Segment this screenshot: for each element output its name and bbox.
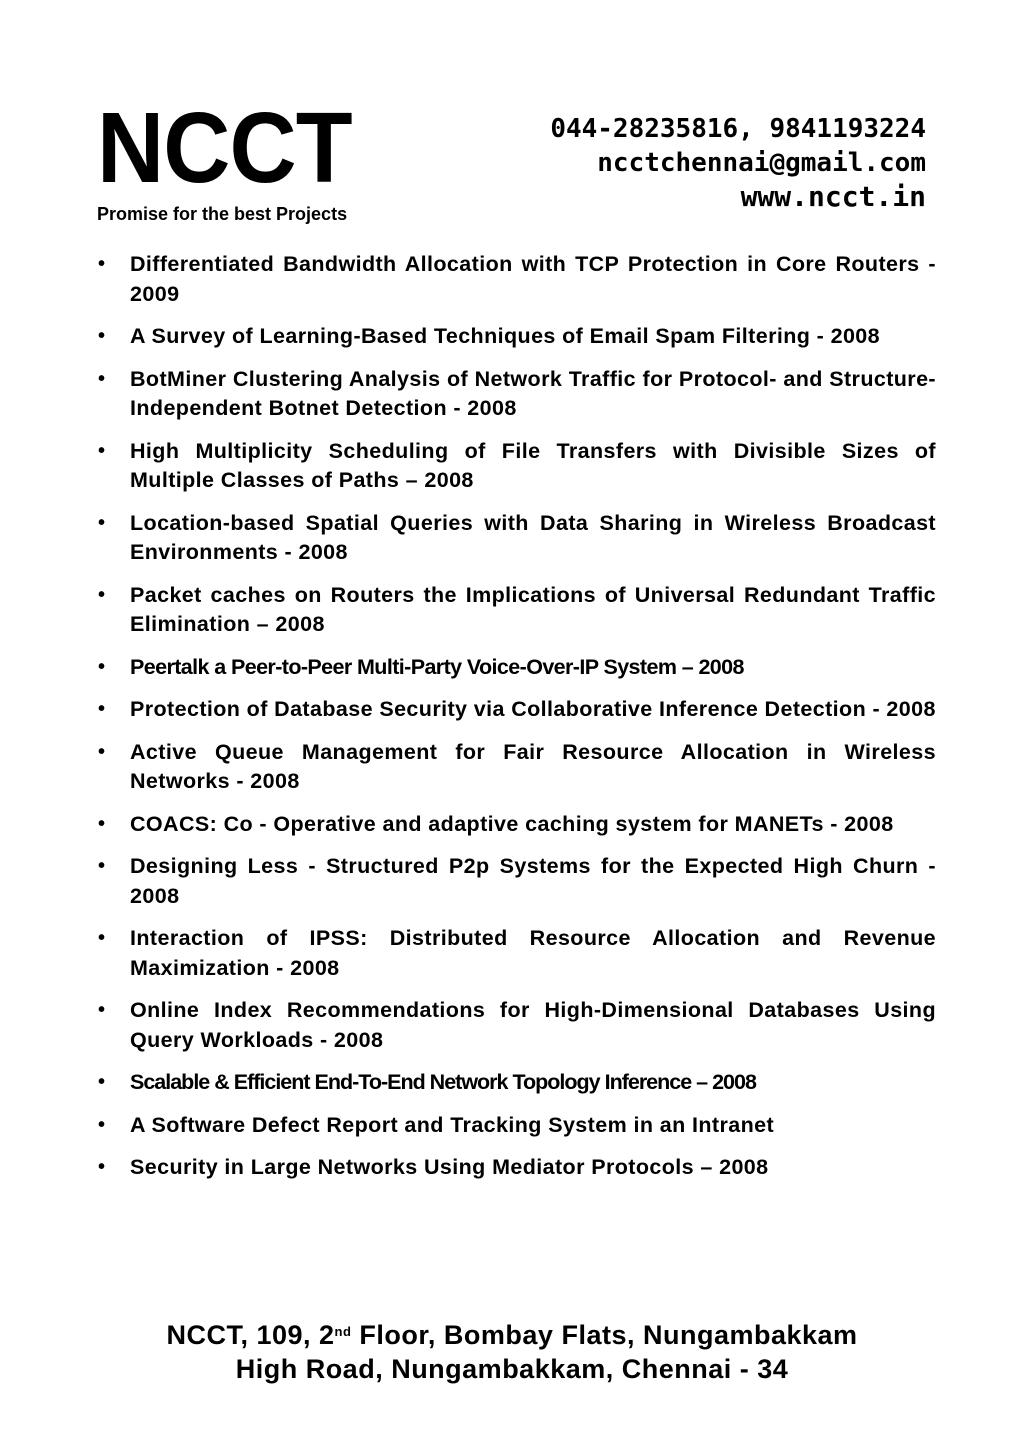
bullet-icon: •	[98, 740, 106, 763]
project-list	[96, 250, 936, 1196]
project-title: Online Index Recommendations for High-Dimensional Databases Using Query Workloads - 2008	[130, 998, 936, 1052]
email-address: ncctchennai@gmail.com	[597, 148, 926, 178]
list-item	[96, 322, 936, 352]
project-title: Packet caches on Routers the Implications of Universal Redundant Traffic Elimination – 2008	[130, 582, 936, 636]
bullet-icon: •	[98, 583, 106, 606]
bullet-icon: •	[98, 855, 106, 877]
bullet-icon: •	[98, 439, 106, 462]
bullet-icon: •	[98, 1113, 106, 1136]
list-item	[96, 653, 936, 683]
project-title: A Software Defect Report and Tracking System in an Intranet	[130, 1112, 775, 1137]
project-title: COACS: Co - Operative and adaptive caching system for MANETs - 2008	[130, 811, 894, 836]
bullet-icon: •	[98, 812, 106, 835]
ncct-logo: NCCT	[97, 92, 352, 204]
contact-block	[550, 112, 926, 214]
ordinal-suffix: nd	[334, 1324, 352, 1339]
tagline: Promise for the best Projects	[97, 204, 348, 224]
project-title: Protection of Database Security via Collaborative Inference Detection - 2008	[130, 697, 936, 721]
project-title: Security in Large Networks Using Mediator Protocols – 2008	[130, 1155, 769, 1179]
list-item	[96, 509, 936, 568]
bullet-icon: •	[98, 1071, 105, 1093]
bullet-icon: •	[98, 367, 106, 390]
address-part: Floor, Bombay Flats, Nungambakkam	[351, 1320, 858, 1350]
list-item	[96, 924, 936, 983]
project-title: Active Queue Management for Fair Resource Allocation in Wireless Networks - 2008	[130, 739, 936, 793]
list-item	[96, 1068, 936, 1098]
list-item	[96, 1153, 936, 1183]
list-item	[96, 996, 936, 1055]
bullet-icon: •	[98, 655, 105, 678]
project-title: Designing Less - Structured P2p Systems for the Expected High Churn - 2008	[130, 854, 936, 908]
address-part: NCCT, 109, 2	[166, 1320, 335, 1350]
project-title: Location-based Spatial Queries with Data Sharing in Wireless Broadcast Environments - 2008	[130, 510, 936, 564]
project-title: Scalable & Efficient End-To-End Network Topology Inference – 2008	[130, 1070, 756, 1094]
list-item	[96, 365, 936, 424]
project-title: Peertalk a Peer-to-Peer Multi-Party Voice-Over-IP System – 2008	[130, 654, 744, 679]
list-item	[96, 738, 936, 797]
project-title: A Survey of Learning-Based Techniques of Email Spam Filtering - 2008	[130, 324, 881, 348]
bullet-icon: •	[98, 1156, 106, 1178]
list-item	[96, 250, 936, 309]
bullet-icon: •	[98, 511, 106, 534]
bullet-icon: •	[98, 325, 106, 347]
address-line-2: High Road, Nungambakkam, Chennai - 34	[235, 1354, 789, 1384]
list-item	[96, 581, 936, 640]
list-item	[96, 1111, 936, 1141]
bullet-icon: •	[98, 999, 106, 1021]
project-title: Interaction of IPSS: Distributed Resource Allocation and Revenue Maximization - 2008	[130, 926, 936, 980]
project-title: High Multiplicity Scheduling of File Transfers with Divisible Sizes of Multiple Classes of Paths – 2008	[130, 438, 936, 492]
list-item	[96, 695, 936, 725]
bullet-icon: •	[98, 927, 106, 949]
address-footer	[0, 1318, 1024, 1386]
project-title: BotMiner Clustering Analysis of Network Traffic for Protocol- and Structure-Independent Botnet Detection - 2008	[130, 366, 936, 420]
page-header	[0, 0, 1024, 240]
list-item	[96, 852, 936, 911]
project-title: Differentiated Bandwidth Allocation with TCP Protection in Core Routers - 2009	[130, 252, 936, 306]
bullet-icon: •	[98, 698, 106, 720]
address-line-1	[0, 1318, 1024, 1352]
list-item	[96, 437, 936, 496]
phone-numbers: 044-28235816, 9841193224	[550, 114, 926, 144]
list-item	[96, 810, 936, 840]
website-url: www.ncct.in	[740, 180, 926, 213]
bullet-icon: •	[98, 253, 106, 275]
